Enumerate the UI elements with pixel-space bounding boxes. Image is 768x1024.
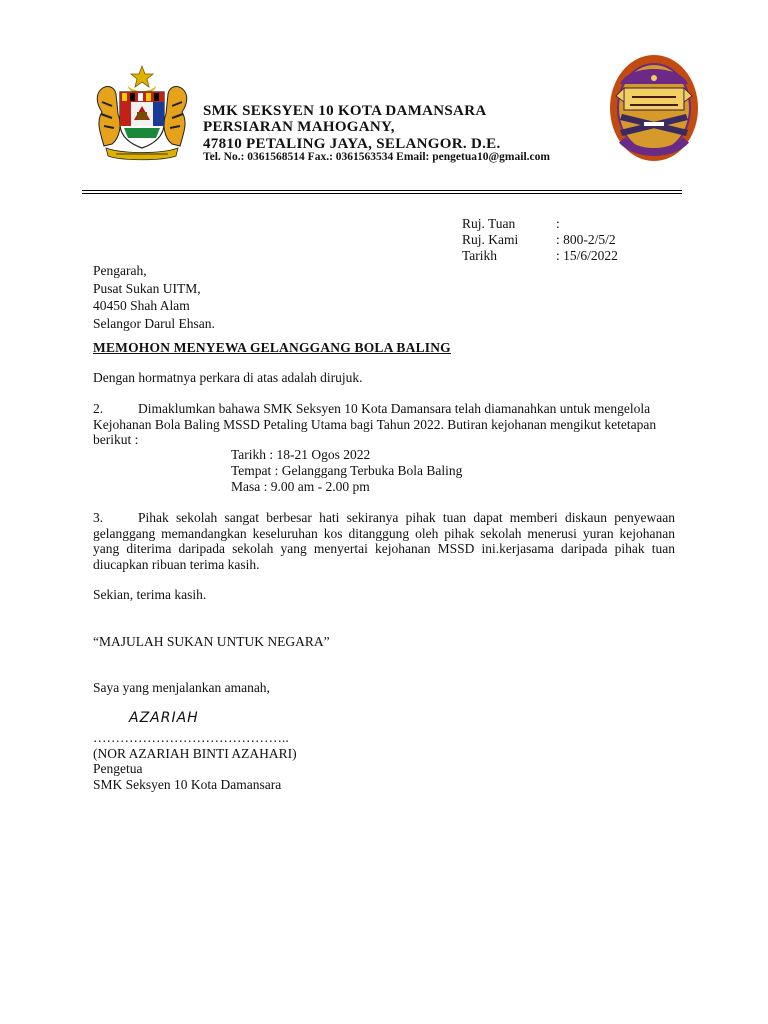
header-divider: [82, 190, 682, 191]
paragraph-number: 3.: [93, 510, 104, 525]
intro-paragraph: Dengan hormatnya perkara di atas adalah dirujuk.: [93, 370, 363, 385]
event-details: [231, 447, 462, 495]
reference-row: [462, 248, 618, 264]
paragraph-3: [93, 510, 675, 572]
contact-line: Tel. No.: 0361568514 Fax.: 0361563534 Email: pengetua10@gmail.com: [203, 151, 550, 163]
reference-value: : 15/6/2022: [556, 248, 618, 263]
sign-off: Saya yang menjalankan amanah,: [93, 680, 270, 695]
recipient-line: 40450 Shah Alam: [93, 298, 190, 313]
school-name: SMK SEKSYEN 10 KOTA DAMANSARA: [203, 103, 487, 119]
coat-of-arms-logo: [92, 62, 192, 162]
detail-date: Tarikh : 18-21 Ogos 2022: [231, 447, 371, 462]
letter-subject: MEMOHON MENYEWA GELANGGANG BOLA BALING: [93, 340, 451, 355]
signatory-title: Pengetua: [93, 761, 143, 776]
recipient-line: Selangor Darul Ehsan.: [93, 315, 215, 331]
paragraph-text: Kejohanan Bola Baling MSSD Petaling Utama bagi Tahun 2022. Butiran kejohanan mengikut ketetapan berikut :: [93, 416, 657, 447]
recipient-line: Pusat Sukan UITM,: [93, 280, 201, 296]
reference-row: [462, 216, 618, 232]
paragraph-number: 2.: [93, 401, 104, 416]
signatory-organisation: SMK Seksyen 10 Kota Damansara: [93, 776, 282, 792]
reference-label: Ruj. Tuan: [462, 216, 516, 231]
closing-line: Sekian, terima kasih.: [93, 587, 207, 602]
address-line-2: 47810 PETALING JAYA, SELANGOR. D.E.: [203, 136, 501, 152]
detail-time: Masa : 9.00 am - 2.00 pm: [231, 479, 370, 494]
reference-label: Ruj. Kami: [462, 232, 519, 247]
motto: “MAJULAH SUKAN UNTUK NEGARA”: [93, 634, 330, 649]
signature: AZARIAH: [129, 710, 199, 726]
paragraph-text: Pihak sekolah sangat berbesar hati sekiranya pihak tuan dapat memberi diskaun penyewaan gelanggang memandangkan keseluruhan kos ditanggung oleh pihak sekolah menerusi yuran kejohanan yang diterima daripada sekolah yang menyertai kejohanan MSSD ini.kerjasama daripada pihak tuan diucapkan ribuan terima kasih.: [93, 510, 675, 572]
paragraph-2: [93, 401, 675, 448]
reference-row: [462, 232, 618, 248]
detail-venue: Tempat : Gelanggang Terbuka Bola Baling: [231, 463, 463, 478]
reference-block: [462, 216, 618, 264]
recipient-address: [93, 262, 215, 332]
reference-label: Tarikh: [462, 248, 498, 263]
recipient-line: Pengarah,: [93, 263, 147, 278]
address-line-1: PERSIARAN MAHOGANY,: [203, 119, 395, 135]
signature-line: ……………………………………..: [93, 730, 289, 745]
header-divider-thin: [82, 193, 682, 194]
paragraph-text: Dimaklumkan bahawa SMK Seksyen 10 Kota Damansara telah diamanahkan untuk mengelola: [138, 401, 651, 416]
reference-value: : 800-2/5/2: [556, 232, 616, 247]
signatory-block: [93, 730, 297, 792]
reference-value: :: [556, 216, 560, 231]
signatory-name: (NOR AZARIAH BINTI AZAHARI): [93, 745, 297, 761]
school-logo: [608, 52, 700, 164]
